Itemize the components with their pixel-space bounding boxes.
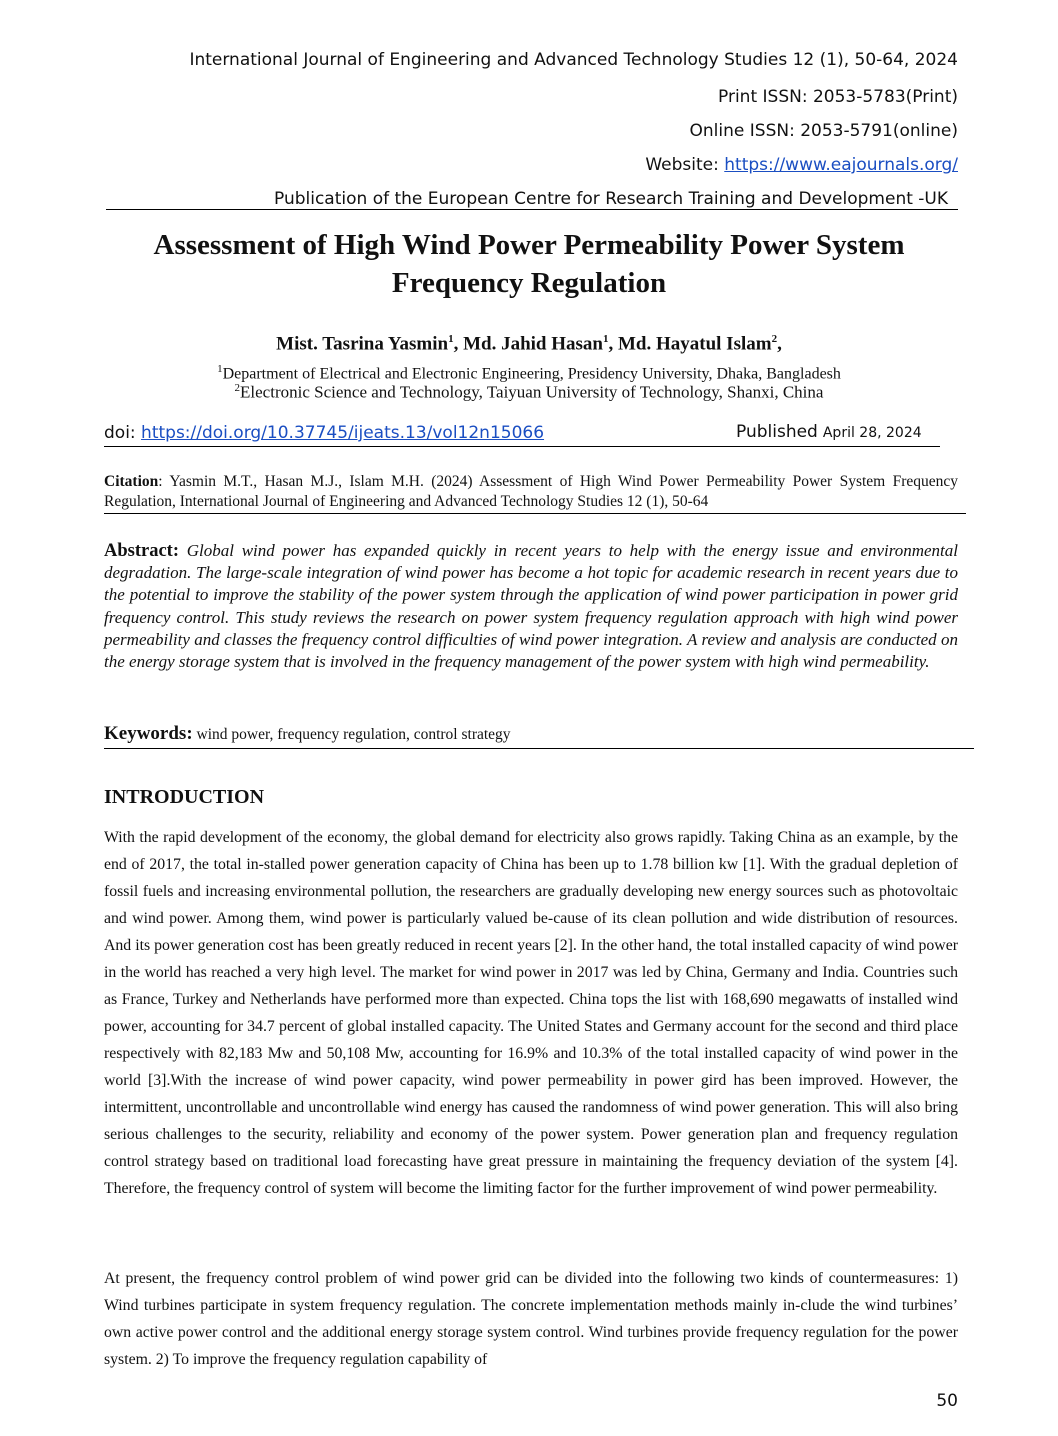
- section-heading-introduction: INTRODUCTION: [104, 786, 265, 808]
- author-name: Mist. Tasrina Yasmin: [276, 333, 449, 355]
- introduction-paragraph-1: With the rapid development of the economy, the global demand for electricity also grows rapidly. Taking China as an example, by the end of 2017, the total in-stalled power generation capacity of China has been up to 1.78 billion kw [1]. With the gradual depletion of fossil fuels and increasing environmental pollution, the researchers are gradually developing new energy sources such as photovoltaic and wind power. Among them, wind power is particularly valued be-cause of its clean pollution and wide distribution of resources. And its power generation cost has been greatly reduced in recent years [2]. In the other hand, the total installed capacity of wind power in the world has reached a very high level. The market for wind power in 2017 was led by China, Germany and India. Countries such as France, Turkey and Netherlands have performed more than expected. China tops the list with 168,690 megawatts of installed wind power, accounting for 34.7 percent of global installed capacity. The United States and Germany account for the second and third place respectively with 82,183 Mw and 50,108 Mw, accounting for 16.9% and 10.3% of the total installed capacity of wind power in the world [3].With the increase of wind power capacity, wind power permeability in power gird has been improved. However, the intermittent, uncontrollable and uncontrollable wind energy has caused the randomness of wind power generation. This will also bring serious challenges to the security, reliability and economy of the power system. Power generation plan and frequency regulation control strategy based on traditional load forecasting have great pressure in maintaining the frequency deviation of the system [4]. Therefore, the frequency control of system will become the limiting factor for the further improvement of wind power permeability.: [104, 829, 958, 1197]
- doi-label: doi:: [104, 423, 142, 443]
- title-line-2: Frequency Regulation: [391, 267, 667, 299]
- author-name: Md. Jahid Hasan: [463, 333, 603, 355]
- website-link[interactable]: https://www.eajournals.org/: [724, 155, 958, 175]
- abstract-label: Abstract:: [104, 541, 180, 561]
- affiliation-mark: 2: [234, 382, 241, 394]
- published-line: [736, 422, 922, 442]
- citation-label: Citation: [104, 473, 159, 490]
- print-issn: Print ISSN: 2053-5783(Print): [718, 87, 958, 107]
- header-rule-left: [106, 209, 274, 210]
- online-issn: Online ISSN: 2053-5791(online): [689, 121, 958, 141]
- affiliation-text: Electronic Science and Technology, Taiyuan University of Technology, Shanxi, China: [240, 382, 824, 402]
- keywords: [104, 723, 511, 745]
- keywords-text: wind power, frequency regulation, control strategy: [196, 726, 511, 743]
- abstract: [104, 540, 958, 673]
- affiliation-mark: 1: [217, 363, 223, 375]
- author-affiliation-mark: 1: [602, 333, 609, 345]
- website-line: [645, 155, 958, 175]
- author-separator: ,: [608, 333, 618, 355]
- doi-rule: [104, 446, 940, 447]
- abstract-text: Global wind power has expanded quickly in recent years to help with the energy issue and environmental degradation. The large-scale integration of wind power has become a hot topic for academic research in recent years due to the potential to improve the stability of the power system through the application of wind power participation in power grid frequency control. This study reviews the research on power system frequency regulation approach with high wind power permeability and classes the frequency control difficulties of wind power integration. A review and analysis are conducted on the energy storage system that is involved in the frequency management of the power system with high wind permeability.: [104, 541, 959, 672]
- journal-line: International Journal of Engineering and Advanced Technology Studies 12 (1), 50-64, 2024: [189, 50, 958, 70]
- author-name: Md. Hayatul Islam: [617, 333, 772, 355]
- author-affiliation-mark: 2: [771, 333, 778, 345]
- citation: [104, 472, 958, 512]
- author-separator: ,: [453, 333, 464, 355]
- affiliation-text: Department of Electrical and Electronic Engineering, Presidency University, Dhaka, Bangladesh: [222, 365, 841, 383]
- introduction-paragraph-2: At present, the frequency control problem of wind power grid can be divided into the following two kinds of countermeasures: 1) Wind turbines participate in system frequency regulation. The concrete implementation methods mainly in-clude the wind turbines’ own active power control and the additional energy storage system control. Wind turbines provide frequency regulation for the power system. 2) To improve the frequency regulation capability of: [104, 1270, 958, 1368]
- published-label: Published: [736, 422, 818, 442]
- published-date: April 28, 2024: [822, 425, 922, 441]
- author-list: [100, 333, 958, 355]
- citation-rule: [104, 513, 966, 514]
- keywords-rule: [104, 748, 974, 749]
- doi-line: [104, 423, 544, 443]
- doi-link[interactable]: https://doi.org/10.37745/ijeats.13/vol12n15066: [141, 423, 545, 443]
- citation-text: : Yasmin M.T., Hasan M.J., Islam M.H. (2024) Assessment of High Wind Power Permeability Power System Frequency Regulation, International Journal of Engineering and Advanced Technology Studies 12 (1), 50-64: [104, 473, 958, 510]
- author-separator: ,: [777, 333, 782, 355]
- publisher-line: Publication of the European Centre for Research Training and Development -UK: [274, 189, 958, 210]
- author-affiliation-mark: 1: [448, 333, 454, 345]
- website-label: Website:: [645, 155, 725, 175]
- title-line-1: Assessment of High Wind Power Permeability Power System: [153, 229, 905, 261]
- page-number: 50: [936, 1391, 958, 1411]
- keywords-label: Keywords:: [104, 723, 193, 744]
- affiliation-2: [100, 378, 958, 403]
- paper-title: [90, 226, 968, 302]
